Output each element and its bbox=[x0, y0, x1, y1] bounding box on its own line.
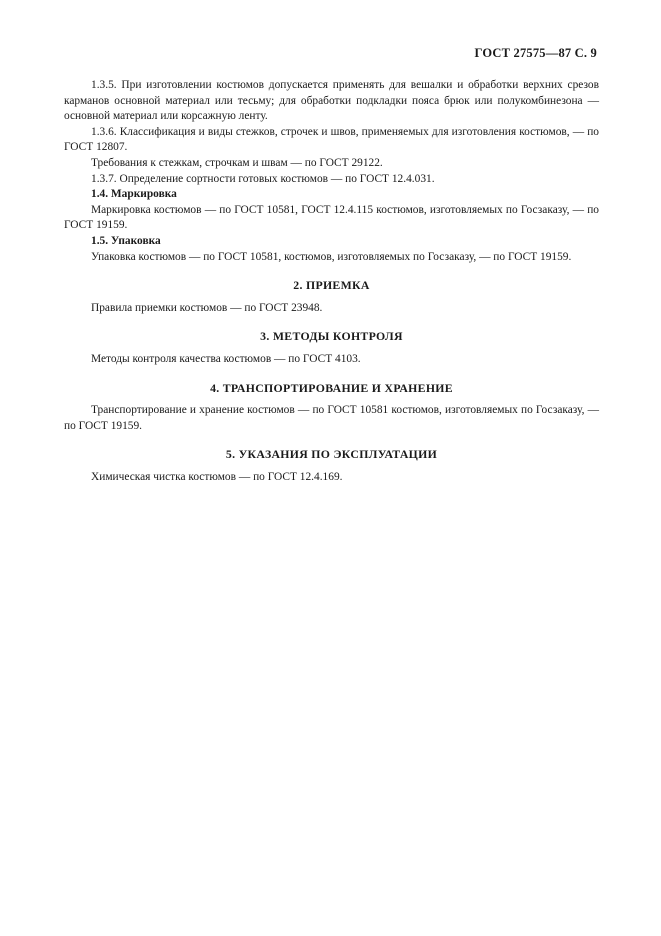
running-header: ГОСТ 27575—87 С. 9 bbox=[474, 46, 597, 60]
section-text-2: Правила приемки костюмов — по ГОСТ 23948. bbox=[91, 301, 323, 314]
document-body bbox=[64, 78, 599, 485]
subsection-heading-1-4: 1.4. Маркировка bbox=[91, 188, 177, 201]
paragraph-1-5: Упаковка костюмов — по ГОСТ 10581, костюмов, изготовляемых по Госзаказу, — по ГОСТ 19159. bbox=[91, 250, 572, 263]
section-title-2: 2. ПРИЕМКА bbox=[293, 278, 370, 293]
paragraph-1-3-5: 1.3.5. При изготовлении костюмов допускается применять для вешалки и обработки верхних срезов карманов основной материал или тесьму; для обработки подкладки пояса брюк или полукомбинезона — основной материал или корсажную ленту. bbox=[64, 79, 599, 123]
section-title-3: 3. МЕТОДЫ КОНТРОЛЯ bbox=[260, 329, 403, 344]
paragraph-1-3-7: 1.3.7. Определение сортности готовых костюмов — по ГОСТ 12.4.031. bbox=[91, 172, 435, 185]
section-title-5: 5. УКАЗАНИЯ ПО ЭКСПЛУАТАЦИИ bbox=[225, 447, 438, 462]
section-text-3: Методы контроля качества костюмов — по ГОСТ 4103. bbox=[91, 352, 361, 365]
paragraph-stitch-requirements: Требования к стежкам, строчкам и швам — по ГОСТ 29122. bbox=[91, 156, 383, 169]
paragraph-1-3-6: 1.3.6. Классификация и виды стежков, строчек и швов, применяемых для изготовления костюмов, — по ГОСТ 12807. bbox=[64, 125, 599, 154]
section-text-4: Транспортирование и хранение костюмов — по ГОСТ 10581 костюмов, изготовляемых по Госзаказу, — по ГОСТ 19159. bbox=[64, 404, 599, 432]
paragraph-1-4: Маркировка костюмов — по ГОСТ 10581, ГОСТ 12.4.115 костюмов, изготовляемых по Госзаказу, — по ГОСТ 19159. bbox=[64, 203, 599, 232]
subsection-heading-1-5: 1.5. Упаковка bbox=[91, 234, 161, 247]
section-text-5: Химическая чистка костюмов — по ГОСТ 12.4.169. bbox=[91, 470, 343, 483]
section-title-4: 4. ТРАНСПОРТИРОВАНИЕ И ХРАНЕНИЕ bbox=[210, 380, 453, 395]
